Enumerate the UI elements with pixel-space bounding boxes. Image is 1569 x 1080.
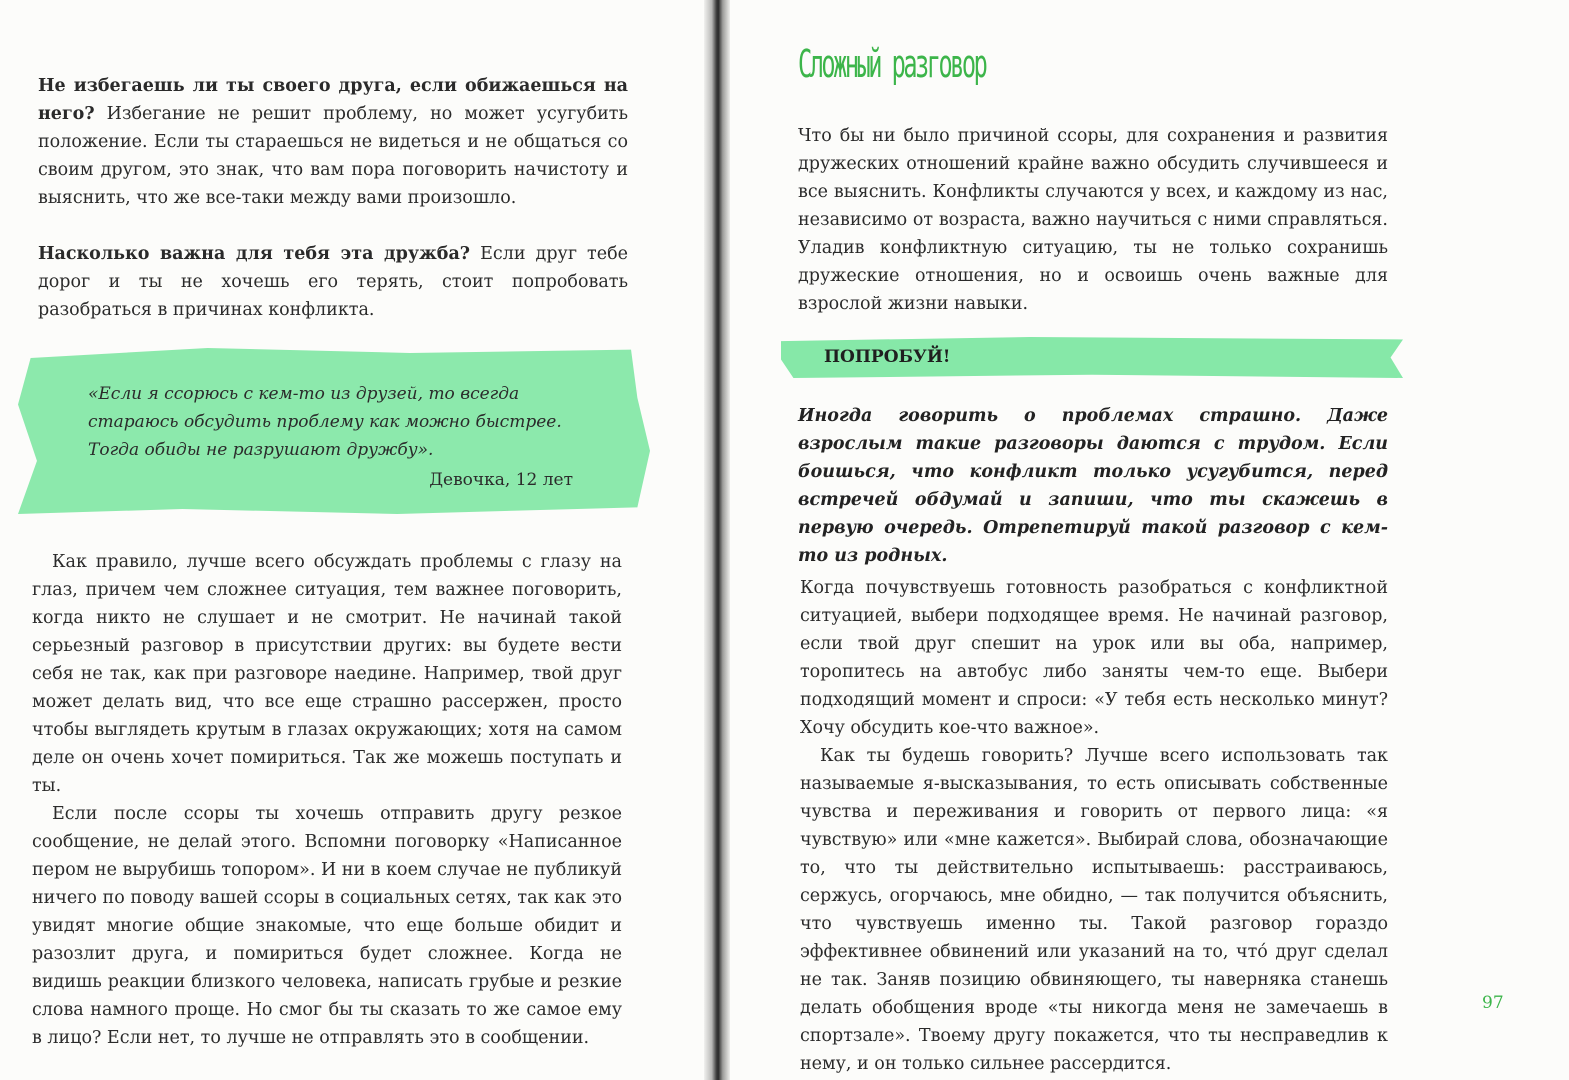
section-title: Сложный разговор — [798, 42, 986, 86]
importance-question: Насколько важна для тебя эта дружба? — [38, 244, 471, 264]
quote-author: Девочка, 12 лет — [429, 470, 573, 490]
left-paragraph-1: Как правило, лучше всего обсуждать проблемы с глазу на глаз, причем чем сложнее ситуация, тем важнее поговорить, когда никто не слушает и не смотрит. Не начинай такой серьезный разговор в присутствии других: вы будете вести себя не так, как при разговоре наедине. Например, твой друг может делать вид, что все еще страшно рассержен, просто чтобы выглядеть крутым в глазах окружающих; хотя на самом деле он очень хочет помириться. Так же можешь поступать и ты. — [32, 552, 622, 796]
importance-text: Если друг тебе дорог и ты не хочешь его терять, стоит попробовать разобраться в причинах конфликта. — [38, 244, 628, 320]
tip-text: Иногда говорить о проблемах страшно. Даже взрослым такие разговоры даются с трудом. Если боишься, что конфликт только усугубится, перед встречей обдумай и запиши, что ты скажешь в первую очередь. Отрепетируй такой разговор с кем-то из родных. — [798, 406, 1388, 566]
right-body — [800, 574, 1388, 1078]
avoid-text: Избегание не решит проблему, но может усугубить положение. Если ты стараешься не видеться и не общаться со своим другом, это знак, что вам пора поговорить начистоту и выяснить, что же все-таки между вами произошло. — [38, 104, 628, 208]
tip-label: ПОПРОБУЙ! — [824, 347, 951, 367]
right-paragraph-1: Когда почувствуешь готовность разобраться с конфликтной ситуацией, выбери подходящее время. Не начинай разговор, если твой друг спешит на урок или вы оба, например, торопитесь на автобус либо заняты чем-то еще. Выбери подходящий момент и спроси: «У тебя есть несколько минут? Хочу обсудить кое-что важное». — [800, 578, 1388, 738]
page-number: 97 — [1482, 993, 1504, 1013]
left-body — [32, 548, 622, 1052]
quote-text: «Если я ссорюсь с кем-то из друзей, то всегда стараюсь обсудить проблему как можно быстрее. Тогда обиды не разрушают дружбу». — [88, 384, 562, 460]
book-spine — [704, 0, 730, 1080]
avoid-question: Не избегаешь ли ты своего друга, если обижаешься на него? — [38, 76, 628, 124]
right-paragraph-2: Как ты будешь говорить? Лучше всего использовать так называемые я-высказывания, то есть описывать собственные чувства и переживания и говорить от первого лица: «я чувствую» или «мне кажется». Выбирай слова, обозначающие то, что ты действительно испытываешь: расстраиваюсь, сержусь, огорчаюсь, мне обидно, — так получится объяснить, что чувствуешь именно ты. Такой разговор гораздо эффективнее обвинений или указаний на то, что́ друг сделал не так. Заняв позицию обвиняющего, ты наверняка станешь делать обобщения вроде «ты никогда меня не замечаешь в спортзале». Твоему другу покажется, что ты несправедлив к нему, и он только сильнее рассердится. — [800, 746, 1388, 1074]
intro-paragraph: Что бы ни было причиной ссоры, для сохранения и развития дружеских отношений крайне важно обсудить случившееся и все выяснить. Конфликты случаются у всех, и каждому из нас, независимо от возраста, важно научиться с ними справляться. Уладив конфликтную ситуацию, ты не только сохранишь дружеские отношения, но и освоишь очень важные для взрослой жизни навыки. — [798, 126, 1388, 314]
avoid-paragraph — [38, 72, 628, 212]
importance-paragraph — [38, 240, 628, 324]
left-paragraph-2: Если после ссоры ты хочешь отправить другу резкое сообщение, не делай этого. Вспомни поговорку «Написанное пером не вырубишь топором». И ни в коем случае не публикуй ничего по поводу вашей ссоры в социальных сетях, так как это увидят многие общие знакомые, что еще больше обидит и разозлит друга, и помириться будет сложнее. Когда не видишь реакции близкого человека, написать грубые и резкие слова намного проще. Но смог бы ты сказать то же самое ему в лицо? Если нет, то лучше не отправлять это в сообщении. — [32, 804, 622, 1048]
